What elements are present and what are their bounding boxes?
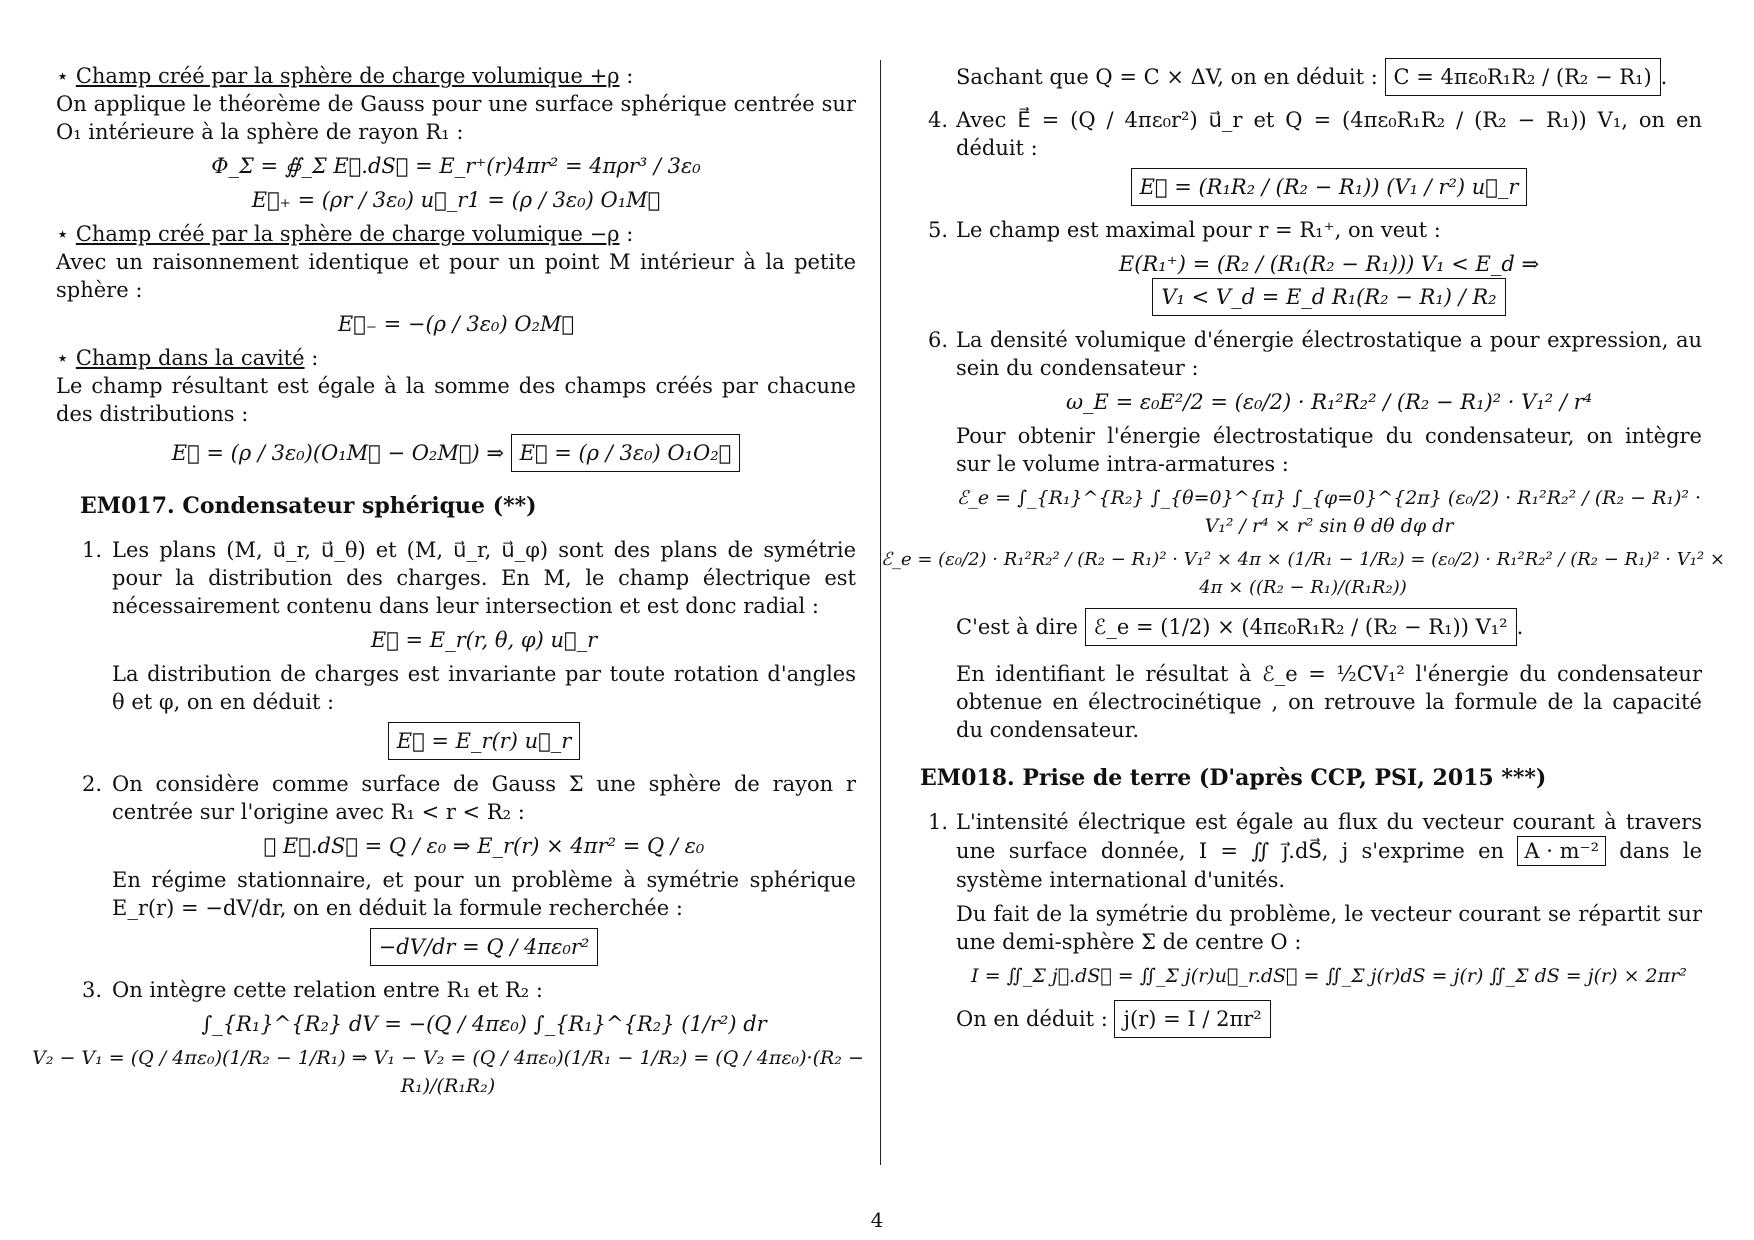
item-number: 1. — [928, 810, 949, 834]
eq-max-expr: E(R₁⁺) = (R₂ / (R₁(R₂ − R₁))) V₁ < E_d ⇒ — [1118, 252, 1540, 276]
eq-box-field: E⃗ = E_r(r) u⃗_r — [388, 722, 581, 760]
eq-max-field — [956, 250, 1702, 316]
page-number: 4 — [870, 1208, 884, 1232]
item-text: On intègre cette relation entre R₁ et R₂ : — [112, 978, 543, 1002]
em017-item-6 — [920, 326, 1702, 540]
star3-text: Le champ résultant est égale à la somme des champs créés par chacune des distributions : — [56, 374, 856, 426]
right-column — [881, 58, 1725, 1038]
em017-item-5 — [920, 216, 1702, 316]
star2-heading: ⋆ Champ créé par la sphère de charge volumique −ρ : — [56, 222, 634, 246]
item-text: La densité volumique d'énergie électrostatique a pour expression, au sein du condensateur : — [956, 328, 1702, 380]
item-text: dans le système international d'unités. — [956, 839, 1702, 892]
eq-energy-result: ℰ_e = (ε₀/2) · R₁²R₂² / (R₂ − R₁)² · V₁² × 4π × (1/R₁ − 1/R₂) = (ε₀/2) · R₁²R₂² / (R₂ − R₁)² · V₁² × 4π × ((R₂ − R₁)/(R₁R₂)) — [881, 549, 1725, 598]
current-result-line — [956, 1000, 1702, 1038]
eq-potential-diff: V₂ − V₁ = (Q / 4πε₀)(1/R₂ − 1/R₁) ⇒ V₁ − V₂ = (Q / 4πε₀)(1/R₁ − 1/R₂) = (Q / 4πε₀)·(R₂ − R₁)/(R₁R₂) — [32, 1047, 864, 1097]
item-number: 6. — [928, 328, 949, 352]
em017-item-2 — [56, 770, 856, 966]
current-text — [956, 808, 1702, 894]
eq-cavity-expr: E⃗ = (ρ / 3ε₀)(O₁M⃗ − O₂M⃗) ⇒ — [171, 441, 504, 465]
star1-heading: ⋆ Champ créé par la sphère de charge volumique +ρ : — [56, 64, 634, 88]
item-text: On en déduit : — [956, 1007, 1108, 1031]
eq-box-current-density: j(r) = I / 2πr² — [1114, 1000, 1270, 1038]
item-text: On considère comme surface de Gauss Σ une sphère de rayon r centrée sur l'origine avec R₁ < r < R₂ : — [112, 772, 856, 824]
unit-box: A · m⁻² — [1517, 836, 1606, 866]
item-text: En régime stationnaire, et pour un problème à symétrie sphérique E_r(r) = −dV/dr, on en déduit la formule recherchée : — [112, 868, 856, 920]
item-number: 2. — [82, 772, 103, 796]
em017-item-6-cont — [920, 608, 1702, 744]
em017-item-4 — [920, 106, 1702, 206]
column-divider — [880, 60, 881, 1165]
item-text: Pour obtenir l'énergie électrostatique du condensateur, on intègre sur le volume intra-armatures : — [956, 424, 1702, 476]
item-text: L'intensité électrique est égale au flux du vecteur courant à travers une surface donnée, I = ∬ j⃗.dS⃗, j s'exprime en — [956, 810, 1702, 863]
star2-title: Champ créé par la sphère de charge volumique −ρ — [75, 222, 620, 246]
star3-heading: ⋆ Champ dans la cavité : — [56, 346, 319, 370]
em017-item-1 — [56, 536, 856, 760]
left-column — [32, 58, 864, 1106]
item-text: C'est à dire — [956, 615, 1078, 639]
item-text: En identifiant le résultat à ℰ_e = ½CV₁² l'énergie du condensateur obtenue en électrocinétique , on retrouve la formule de la capacité du condensateur. — [956, 662, 1702, 742]
em017-item-3 — [56, 976, 856, 1038]
item-number: 1. — [82, 538, 103, 562]
eq-eplus: E⃗₊ = (ρr / 3ε₀) u⃗_r1 = (ρ / 3ε₀) O₁M⃗ — [251, 188, 661, 212]
item-number: 4. — [928, 108, 949, 132]
item-text: Avec E⃗ = (Q / 4πε₀r²) u⃗_r et Q = (4πε₀R₁R₂ / (R₂ − R₁)) V₁, on en déduit : — [956, 108, 1702, 160]
eq-radial: E⃗ = E_r(r, θ, φ) u⃗_r — [370, 628, 598, 652]
eq-box-potential: −dV/dr = Q / 4πε₀r² — [370, 928, 599, 966]
eq-box-vd: V₁ < V_d = E_d R₁(R₂ − R₁) / R₂ — [1152, 278, 1505, 316]
eq-box-field-v1: E⃗ = (R₁R₂ / (R₂ − R₁)) (V₁ / r²) u⃗_r — [1131, 168, 1528, 206]
eq-flux: Φ_Σ = ∯_Σ E⃗.dS⃗ = E_r⁺(r)4πr² = 4πρr³ / 3ε₀ — [211, 154, 701, 178]
eq-energy-density: ω_E = ε₀E²/2 = (ε₀/2) · R₁²R₂² / (R₂ − R₁)² · V₁² / r⁴ — [1065, 390, 1593, 414]
item-text: Le champ est maximal pour r = R₁⁺, on veut : — [956, 218, 1441, 242]
star1-title: Champ créé par la sphère de charge volumique +ρ — [75, 64, 620, 88]
eq-current: I = ∬_Σ j⃗.dS⃗ = ∬_Σ j(r)u⃗_r.dS⃗ = ∬_Σ j(r)dS = j(r) ∬_Σ dS = j(r) × 2πr² — [971, 965, 1687, 987]
eq-box-energy: ℰ_e = (1/2) × (4πε₀R₁R₂ / (R₂ − R₁)) V₁² — [1085, 608, 1517, 646]
eq-gauss: ∯ E⃗.dS⃗ = Q / ε₀ ⇒ E_r(r) × 4πr² = Q / ε₀ — [263, 834, 705, 858]
eq-cavity — [56, 434, 856, 472]
item-number: 3. — [82, 978, 103, 1002]
capacity-text: Sachant que Q = C × ΔV, on en déduit : — [956, 65, 1378, 89]
star1-text: On applique le théorème de Gauss pour une surface sphérique centrée sur O₁ intérieure à la sphère de rayon R₁ : — [56, 92, 856, 144]
item-number: 5. — [928, 218, 949, 242]
eq-integral: ∫_{R₁}^{R₂} dV = −(Q / 4πε₀) ∫_{R₁}^{R₂} (1/r²) dr — [201, 1012, 767, 1036]
capacity-box: C = 4πε₀R₁R₂ / (R₂ − R₁) — [1385, 58, 1661, 96]
section-em017-title: EM017. Condensateur sphérique (**) — [80, 493, 537, 519]
eq-energy-integral: ℰ_e = ∫_{R₁}^{R₂} ∫_{θ=0}^{π} ∫_{φ=0}^{2π} (ε₀/2) · R₁²R₂² / (R₂ − R₁)² · V₁² / r⁴ × r² sin θ dθ dφ dr — [956, 487, 1702, 537]
item-text: Les plans (M, u⃗_r, u⃗_θ) et (M, u⃗_r, u⃗_φ) sont des plans de symétrie pour la distribution des charges. En M, le champ électrique est nécessairement contenu dans leur intersection et est donc radial : — [112, 538, 856, 618]
em018-item-1 — [920, 808, 1702, 1038]
energy-box-line: C'est à dire ℰ_e = (1/2) × (4πε₀R₁R₂ / (R₂ − R₁)) V₁² . — [956, 608, 1702, 646]
item-text: Du fait de la symétrie du problème, le vecteur courant se répartit sur une demi-sphère Σ de centre O : — [956, 902, 1702, 954]
eq-eminus: E⃗₋ = −(ρ / 3ε₀) O₂M⃗ — [337, 312, 575, 336]
section-em018-title: EM018. Prise de terre (D'après CCP, PSI, 2015 ***) — [920, 765, 1547, 791]
star3-title: Champ dans la cavité — [75, 346, 305, 370]
item-text: La distribution de charges est invariante par toute rotation d'angles θ et φ, on en déduit : — [112, 662, 856, 714]
star2-text: Avec un raisonnement identique et pour un point M intérieur à la petite sphère : — [56, 250, 856, 302]
capacity-line: Sachant que Q = C × ΔV, on en déduit : C = 4πε₀R₁R₂ / (R₂ − R₁) . — [956, 58, 1702, 96]
eq-cavity-box: E⃗ = (ρ / 3ε₀) O₁O₂⃗ — [511, 434, 741, 472]
